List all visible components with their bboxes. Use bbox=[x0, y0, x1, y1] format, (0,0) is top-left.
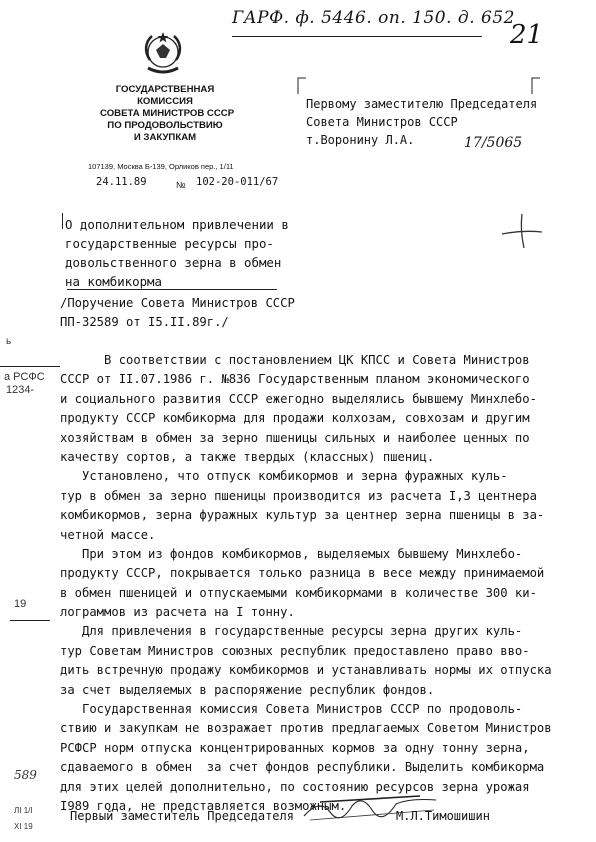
body-line: В соответствии с постановлением ЦК КПСС и Совета Министров bbox=[60, 353, 530, 367]
archive-page-number: 21 bbox=[510, 20, 544, 50]
body-line: При этом из фондов комбикормов, выделяемых бывшему Минхлебо- bbox=[60, 546, 523, 561]
body-line: РСФСР норм отпуска концентрированных кормов за одну тонну зерна, bbox=[60, 740, 530, 755]
letter-number: 102-20-011/67 bbox=[196, 176, 279, 188]
order-line: /Поручение Совета Министров СССР bbox=[60, 296, 295, 310]
body-line: в обмен пшеницей и отпускаемыми комбикормами в количестве 300 ки- bbox=[60, 585, 537, 600]
incoming-number: 17/5065 bbox=[464, 135, 523, 151]
body-line: комбикормов, зерна фуражных культур за центнер зерна пшеницы в за- bbox=[60, 508, 545, 523]
order-reference bbox=[60, 294, 295, 332]
ministry-name-block bbox=[100, 84, 235, 144]
body-line: Государственная комиссия Совета Министров СССР по продоволь- bbox=[60, 702, 523, 717]
margin-mark-19: 19 bbox=[14, 598, 27, 610]
body-line: I989 года, не представляется возможным. bbox=[60, 798, 347, 813]
addressee-line: Совета Министров СССР bbox=[306, 115, 458, 129]
ministry-line: ГОСУДАРСТВЕННАЯ bbox=[115, 84, 215, 95]
state-emblem-icon bbox=[140, 30, 186, 78]
body-line: лограммов из расчета на I тонну. bbox=[60, 605, 295, 620]
body-line: качеству сортов, а также твердых (классных) пшениц. bbox=[60, 449, 435, 464]
subject-block bbox=[65, 215, 289, 291]
body-line: за счет выделяемых в распоряжение республик фондов. bbox=[60, 682, 435, 697]
ministry-line: ПО ПРОДОВОЛЬСТВИЮ bbox=[107, 120, 223, 131]
body-line: четной массе. bbox=[60, 527, 156, 542]
body-line: тур Советам Министров союзных республик предоставлено право вво- bbox=[60, 643, 530, 658]
subject-line: государственные ресурсы про- bbox=[65, 236, 274, 251]
body-line: сдаваемого в обмен за счет фондов республики. Выделить комбикорма bbox=[60, 760, 545, 775]
body-line: тур в обмен за зерно пшеницы производится из расчета I,3 центнера bbox=[60, 488, 537, 503]
margin-mark-b: ь bbox=[6, 336, 12, 347]
subject-underline bbox=[67, 289, 277, 290]
body-line: продукту СССР комбикорма для продажи колхозам, совхозам и другим bbox=[60, 411, 530, 426]
body-line: для этих целей дополнительно, по состоянию ресурсов зерна урожая bbox=[60, 779, 530, 794]
body-line: дить встречную продажу комбикормов и устанавливать нормы их отпуска bbox=[60, 663, 552, 678]
margin-stamp-line-1: а РСФС bbox=[4, 371, 45, 383]
subject-line: довольственного зерна в обмен bbox=[65, 255, 282, 270]
body-line: Для привлечения в государственные ресурсы зерна других куль- bbox=[60, 624, 523, 639]
margin-mark-bottom-a: ЛI 1/I bbox=[14, 806, 33, 815]
margin-stamp-line-2: 1234- bbox=[6, 384, 35, 396]
body-line: ствию и закупкам не возражает против предлагаемых Советом Министров bbox=[60, 721, 552, 736]
signatory-title: Первый заместитель Председателя bbox=[70, 809, 294, 823]
subject-line: на комбикорма bbox=[65, 274, 162, 289]
subject-line: О дополнительном привлечении в bbox=[65, 217, 289, 232]
margin-stamp-rule bbox=[0, 366, 60, 367]
ministry-line: СОВЕТА МИНИСТРОВ СССР bbox=[100, 108, 235, 119]
number-sign: № bbox=[176, 180, 186, 190]
ministry-line: И ЗАКУПКАМ bbox=[133, 132, 197, 143]
letter-body bbox=[60, 351, 580, 816]
body-line: хозяйствам в обмен за зерно пшеницы сильных и наиболее ценных по bbox=[60, 430, 530, 445]
body-line: и социального развития СССР ежегодно выделялись бывшему Минхлебо- bbox=[60, 391, 537, 406]
margin-handwritten-589: 589 bbox=[14, 768, 37, 782]
margin-mark-bottom-b: XI 19 bbox=[14, 822, 33, 831]
ministry-address: 107139, Москва Б-139, Орликов пер., 1/11 bbox=[88, 162, 234, 171]
addressee-line: Первому заместителю Председателя bbox=[306, 97, 538, 111]
addressee-corner-marks bbox=[296, 72, 556, 96]
ministry-line: КОМИССИЯ bbox=[137, 96, 193, 107]
margin-rule bbox=[10, 620, 50, 621]
body-line: Установлено, что отпуск комбикормов и зерна фуражных куль- bbox=[60, 469, 508, 484]
letter-date: 24.11.89 bbox=[96, 176, 147, 188]
archive-reference: ГАРФ. ф. 5446. оп. 150. д. 652 bbox=[232, 8, 515, 28]
body-line: продукту СССР, покрывается только разница в весе между принимаемой bbox=[60, 566, 545, 581]
archive-underline bbox=[232, 36, 482, 37]
signatory-name: М.Л.Тимошишин bbox=[396, 809, 490, 823]
order-line: ПП-32589 от I5.II.89г./ bbox=[60, 315, 229, 329]
body-line: СССР от II.07.1986 г. №836 Государственным планом экономического bbox=[60, 372, 530, 387]
subject-bracket bbox=[62, 213, 63, 229]
addressee-line: т.Воронину Л.А. bbox=[306, 133, 415, 147]
handwritten-cross-mark bbox=[498, 210, 546, 250]
